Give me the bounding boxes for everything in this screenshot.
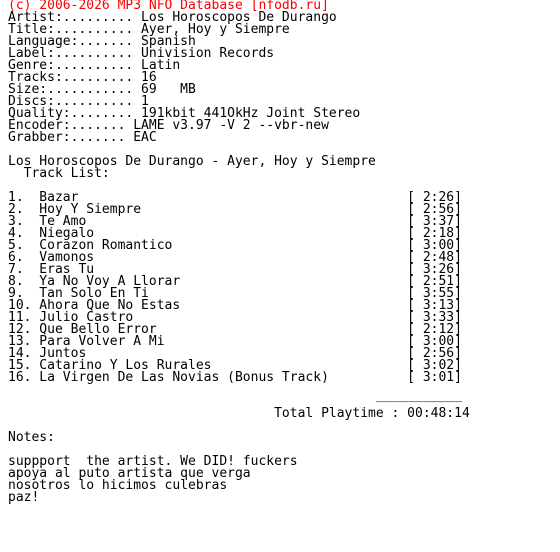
total-playtime: Total Playtime : 00:48:14 <box>8 406 470 421</box>
track-row: 8. Ya No Voy A Llorar [ 2:51] <box>8 274 462 289</box>
info-artist: Artist:......... Los Horoscopos De Durango <box>8 10 337 25</box>
track-row: 1. Bazar [ 2:26] <box>8 190 462 205</box>
info-encoder: Encoder:....... LAME v3.97 -V 2 --vbr-new <box>8 118 329 133</box>
total-separator: ___________ <box>8 388 462 403</box>
banner-title[interactable]: (c) 2006-2026 MP3 NFO Database [nfodb.ru] <box>8 0 329 13</box>
info-grabber: Grabber:....... EAC <box>8 130 157 145</box>
track-row: 15. Catarino Y Los Rurales [ 3:02] <box>8 358 462 373</box>
notes-line: nosotros lo hicimos culebras <box>8 478 228 493</box>
track-row: 5. Corazon Romantico [ 3:00] <box>8 238 462 253</box>
info-quality: Quality:........ 191kbit 441OkHz Joint Stereo <box>8 106 361 121</box>
info-label: Label:.......... Univision Records <box>8 46 275 61</box>
info-tracks: Tracks:......... 16 <box>8 70 157 85</box>
track-row: 13. Para Volver A Mi [ 3:00] <box>8 334 462 349</box>
info-discs: Discs:.......... 1 <box>8 94 149 109</box>
track-list-heading: Track List: <box>8 166 110 181</box>
track-row: 3. Te Amo [ 3:37] <box>8 214 462 229</box>
notes-line: paz! <box>8 490 40 505</box>
info-language: Language:....... Spanish <box>8 34 196 49</box>
track-row: 14. Juntos [ 2:56] <box>8 346 462 361</box>
info-size: Size:........... 69 MB <box>8 82 196 97</box>
track-row: 11. Julio Castro [ 3:33] <box>8 310 462 325</box>
notes-line: apoya al puto artista que verga <box>8 466 251 481</box>
track-row: 6. Vamonos [ 2:48] <box>8 250 462 265</box>
release-heading: Los Horoscopos De Durango - Ayer, Hoy y Siempre <box>8 154 376 169</box>
track-row: 10. Ahora Que No Estas [ 3:13] <box>8 298 462 313</box>
info-genre: Genre:.......... Latin <box>8 58 181 73</box>
track-row: 12. Que Bello Error [ 2:12] <box>8 322 462 337</box>
notes-heading: Notes: <box>8 430 55 445</box>
track-row: 9. Tan Solo En Ti [ 3:55] <box>8 286 462 301</box>
track-row: 4. Niegalo [ 2:18] <box>8 226 462 241</box>
track-row: 7. Eras Tu [ 3:26] <box>8 262 462 277</box>
notes-line: suppport the artist. We DID! fuckers <box>8 454 298 469</box>
info-title: Title:.......... Ayer, Hoy y Siempre <box>8 22 290 37</box>
track-row: 2. Hoy Y Siempre [ 2:56] <box>8 202 462 217</box>
track-row: 16. La Virgen De Las Novias (Bonus Track) [ 3:01] <box>8 370 462 385</box>
